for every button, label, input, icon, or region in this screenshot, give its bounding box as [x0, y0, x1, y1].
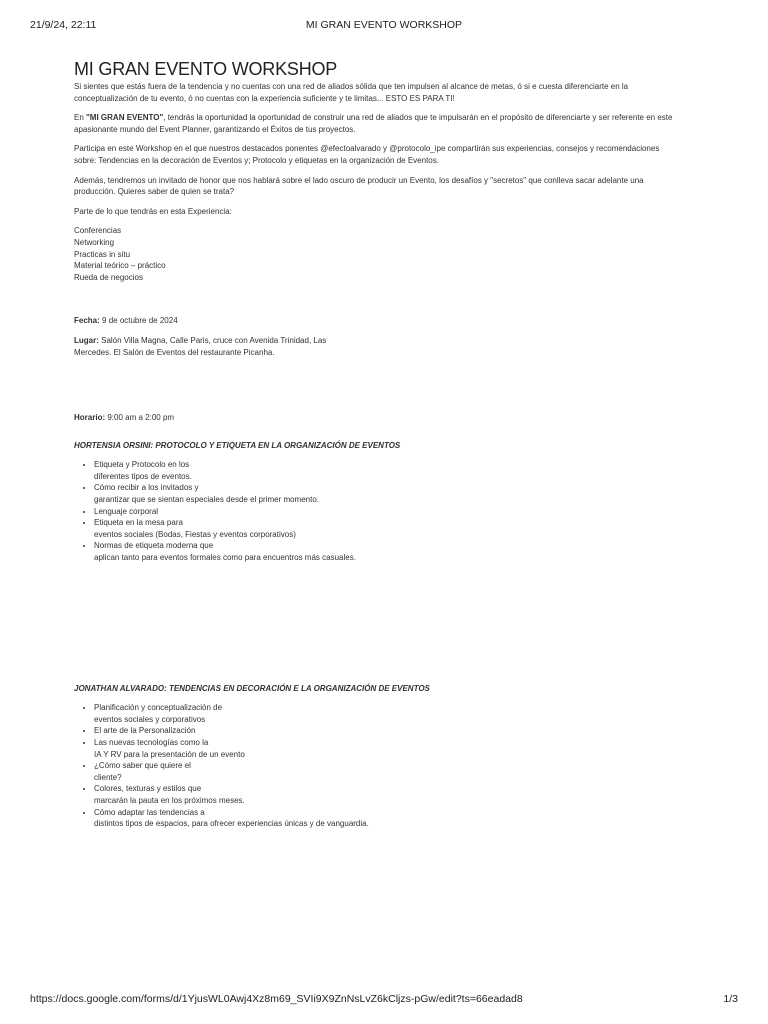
print-header — [30, 19, 738, 33]
list-item: • Cómo adaptar las tendencias a distintos tipos de espacios, para ofrecer experiencias únicas y de vanguardia. — [94, 807, 674, 830]
fecha-line — [74, 315, 674, 327]
document-title: MI GRAN EVENTO WORKSHOP — [74, 59, 338, 79]
p2-bold: "MI GRAN EVENTO" — [86, 113, 164, 123]
list-item: • Cómo recibir a los invitados y garantizar que se sientan especiales desde el primer momento. — [94, 482, 674, 505]
paragraph-experiencia: Parte de lo que tendrás en esta Experiencia: — [74, 206, 232, 216]
page-number: 1/3 — [723, 993, 738, 1005]
list-item: • Lenguaje corporal — [94, 506, 674, 518]
print-page-title: MI GRAN EVENTO WORKSHOP — [305, 19, 463, 31]
experience-list — [74, 225, 674, 283]
print-footer — [30, 993, 738, 1007]
form-description — [74, 56, 674, 830]
print-url: https://docs.google.com/forms/d/1YjusWL0Awj4Xz8m69_SVIi9X9ZnNsLvZ6kCljzs-pGw/edit?ts=66eadad8 — [30, 993, 523, 1005]
p2-rest: , tendrás la oportunidad la oportunidad de construir una red de aliados que te impulsarán en el propósito de diferenciarte y ser referente en este apasionante mundo del Event Planner, garantizando el Éxitos de tus proyectos. — [74, 113, 673, 134]
lugar-line — [74, 335, 674, 358]
section-heading-protocolo: HORTENSIA ORSINI: PROTOCOLO Y ETIQUETA EN LA ORGANIZACIÓN DE EVENTOS — [74, 440, 401, 450]
horario-line — [74, 412, 674, 424]
list-item: Networking — [74, 237, 115, 247]
print-datetime: 21/9/24, 22:11 — [30, 19, 97, 31]
list-item: • Etiqueta en la mesa para eventos sociales (Bodas, Fiestas y eventos corporativos) — [94, 517, 674, 540]
fecha-label: Fecha: — [74, 316, 100, 326]
list-item: • Las nuevas tecnologías como la IA Y RV para la presentación de un evento — [94, 737, 674, 760]
list-item: • El arte de la Personalización — [94, 725, 674, 737]
paragraph-mi-gran-evento — [74, 112, 674, 135]
horario-label: Horario: — [74, 413, 106, 423]
paragraph-invitado: Además, tendremos un invitado de honor que nos hablará sobre el lado oscuro de producir un Evento, los desafíos y "secretos" que conlleva sacar adelante una producción. Quieres saber de quien se trata? — [74, 175, 644, 197]
list-item: • Colores, texturas y estilos que marcarán la pauta en los próximos meses. — [94, 783, 674, 806]
tendencias-topics-list — [74, 702, 674, 830]
lugar-value-cont: Mercedes. El Salón de Eventos del restaurante Picanha. — [74, 347, 275, 357]
horario-value: 9:00 am a 2:00 pm — [105, 413, 175, 423]
list-item: • ¿Cómo saber que quiere el cliente? — [94, 760, 674, 783]
fecha-value: 9 de octubre de 2024 — [99, 316, 178, 326]
paragraph-ponentes: Participa en este Workshop en el que nuestros destacados ponentes @efectoalvarado y @protocolo_ipe compartirán sus experiencias, consejos y recomendaciones sobre: Tendencias en la decoración de Eventos y; Protocolo y etiquetas en la organización de Eventos. — [74, 144, 660, 165]
section-heading-tendencias: JONATHAN ALVARADO: TENDENCIAS EN DECORACIÓN E LA ORGANIZACIÓN DE EVENTOS — [74, 683, 430, 693]
list-item: Rueda de negocios — [74, 272, 143, 282]
list-item: Conferencias — [74, 226, 122, 236]
lugar-value: Salón Villa Magna, Calle Paris, cruce con Avenida Trinidad, Las — [98, 335, 327, 345]
list-item: • Etiqueta y Protocolo en los diferentes tipos de eventos. — [94, 459, 674, 482]
list-item: Material teórico – práctico — [74, 261, 166, 271]
list-item: • Planificación y conceptualización de eventos sociales y corporativos — [94, 702, 674, 725]
lugar-label: Lugar: — [74, 335, 99, 345]
p2-prefix: En — [74, 113, 87, 123]
intro-paragraph: Si sientes que estás fuera de la tendencia y no cuentas con una red de aliados sólida que ten impulsen al alcance de metas, ó si e cuesta diferenciarte en la conceptualización de tu evento, ó no cuentas con la experiencia suficiente y te limitas... ESTO ES PARA TI! — [74, 82, 629, 103]
protocolo-topics-list — [74, 459, 674, 563]
list-item: • Normas de etiqueta moderna que aplican tanto para eventos formales como para encuentros más casuales. — [94, 540, 674, 563]
list-item: Practicas in situ — [74, 249, 131, 259]
